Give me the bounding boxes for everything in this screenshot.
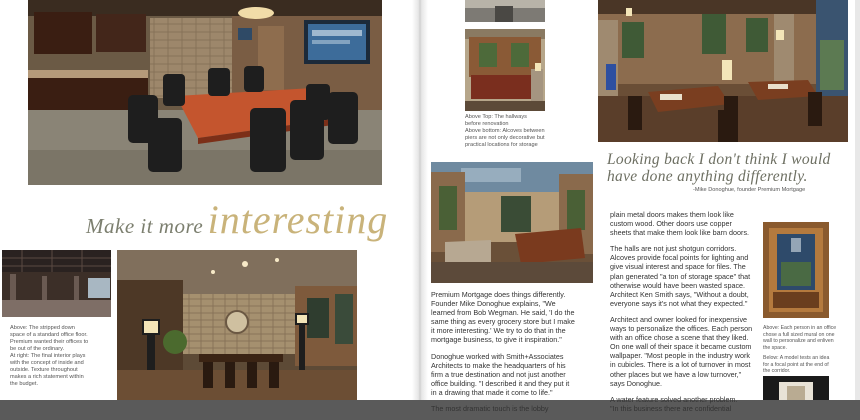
- body-line: firm a true destination and not just another: [431, 369, 566, 379]
- pull-quote-line: have done anything differently.: [607, 168, 808, 185]
- body-line: plan generated "a ton of storage space" that: [610, 271, 751, 281]
- body-line: says Donoghue.: [610, 378, 662, 388]
- caption-line: Premium wanted their offices to: [10, 339, 89, 345]
- body-line: "In this business there are confidential: [610, 403, 732, 413]
- finished-interior-photo: [117, 250, 357, 400]
- body-line: A water feature solved another problem.: [610, 394, 738, 404]
- caption-line: before renovation: [465, 121, 509, 127]
- body-line: mortgage business, to give it inspiration.": [431, 335, 562, 345]
- body-line: The most dramatic touch is the lobby: [431, 404, 549, 414]
- caption-line: Below: A model tests an idea: [763, 355, 830, 361]
- corridor-tables-photo: [598, 0, 848, 142]
- body-line: Founder Mike Donoghue explains, "We: [431, 299, 556, 309]
- body-line: The halls are not just shotgun corridors.: [610, 244, 737, 254]
- hallway-before-photo: [465, 0, 545, 22]
- model-photo: [763, 376, 829, 400]
- caption-line: At right: The final interior plays: [10, 353, 86, 359]
- body-paragraph: [610, 315, 760, 388]
- body-line: with an office chose a scene that they liked.: [610, 333, 749, 343]
- page-edge-right: [855, 0, 860, 400]
- stripped-office-photo: [2, 250, 111, 317]
- body-line: Architect and owner looked for inexpensive: [610, 314, 748, 324]
- pull-quote: [607, 151, 847, 185]
- body-line: Donoghue worked with Smith+Associates: [431, 351, 564, 361]
- caption-line: the corridor.: [763, 368, 791, 374]
- caption-line: the space.: [763, 344, 787, 351]
- pull-quote-attribution: -Mike Donoghue, founder Premium Mortgage: [693, 187, 806, 193]
- body-line: office building. "I described it and they put it: [431, 378, 570, 388]
- body-paragraph: [431, 404, 603, 413]
- heading-small-text: Make it more: [86, 214, 204, 238]
- caption-line: with the concept of inside and: [10, 360, 84, 366]
- body-line: it more interesting.' We try to do that in the: [431, 326, 566, 336]
- caption-line: wall to personalize and enliven: [763, 338, 834, 344]
- caption-line: practical locations for storage: [465, 142, 538, 148]
- body-line: Alcoves provide focal points for lighting and: [610, 253, 749, 263]
- caption-line: piers are not only decorative but: [465, 135, 545, 141]
- body-line: Premium Mortgage does things differently.: [431, 290, 566, 299]
- office-mural-photo: [763, 222, 829, 318]
- page-gutter: [412, 0, 428, 400]
- caption-line: for a focal point at the end of: [763, 361, 829, 368]
- caption-line: Above: Each person in an office: [763, 325, 837, 331]
- pull-quote-line: Looking back I don't think I would: [607, 151, 831, 168]
- body-line: sheets that make them look like barn doors.: [610, 228, 750, 238]
- body-column-right: [610, 210, 760, 420]
- caption-line: makes a rich statement within: [10, 374, 84, 380]
- lobby-photo: [431, 162, 593, 283]
- body-line: in a drawing that made it come to life.": [431, 387, 553, 397]
- body-line: other places but we have a low turnover,": [610, 369, 742, 379]
- body-line: plain metal doors makes them look like: [610, 210, 734, 219]
- body-paragraph: [610, 395, 760, 413]
- caption-hallway-alcove: [465, 114, 555, 149]
- body-line: learned from Bob Wegman. He said, 'I do the: [431, 308, 575, 318]
- body-line: same thing as every grocery store but I make: [431, 317, 575, 327]
- caption-line: Above: The stripped down: [10, 325, 75, 331]
- section-heading: [86, 196, 388, 243]
- body-paragraph: [431, 290, 603, 345]
- caption-line: the budget.: [10, 381, 38, 387]
- body-paragraph: [610, 244, 760, 308]
- body-line: everyone says it's not what they expected.": [610, 298, 748, 308]
- alcove-photo: [465, 29, 545, 111]
- body-line: custom wood. Other doors use copper: [610, 219, 732, 229]
- body-line: On one wall of their space it became custom: [610, 342, 752, 352]
- caption-line: outside. Texture throughout: [10, 367, 78, 373]
- caption-line: Above bottom: Alcoves between: [465, 128, 545, 134]
- body-line: give visual interest and space for files. The: [610, 262, 746, 272]
- heading-large-text: interesting: [207, 197, 389, 242]
- body-line: wallpaper. "Most people in the industry work: [610, 351, 750, 361]
- body-line: in cubicles. There is a lot of turnover in most: [610, 360, 751, 370]
- body-line: otherwise would have been wasted space.: [610, 280, 746, 290]
- body-paragraph: [610, 210, 760, 237]
- body-line: Architect Ken Smith says, "Without a doubt,: [610, 289, 749, 299]
- caption-line: Above Top: The hallways: [465, 114, 527, 120]
- conference-room-photo: [28, 0, 382, 185]
- caption-line: be out of the ordinary.: [10, 346, 65, 352]
- caption-mural: [763, 325, 853, 375]
- caption-stripped-office: [10, 325, 110, 388]
- caption-line: space of a standard office floor.: [10, 332, 88, 338]
- body-paragraph: [431, 352, 603, 397]
- body-column-left: [431, 290, 603, 420]
- body-line: ways to personalize the offices. Each person: [610, 324, 753, 334]
- body-line: Architects to make the headquarters of his: [431, 360, 566, 370]
- caption-line: chose a full sized mural on one: [763, 331, 835, 338]
